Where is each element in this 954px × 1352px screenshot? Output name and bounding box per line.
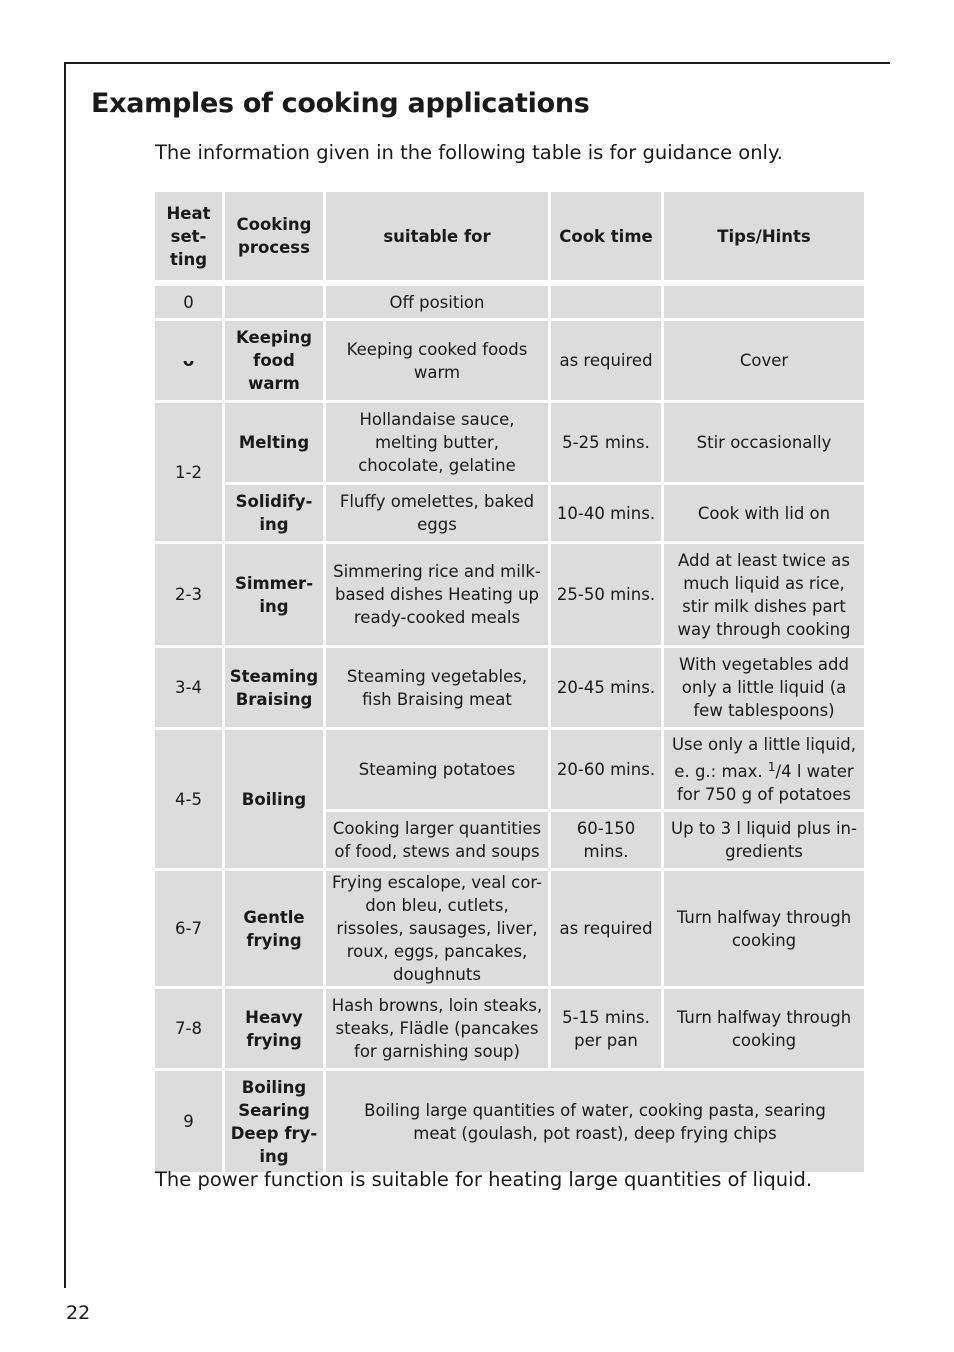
cooking-process: Steaming Braising (225, 648, 323, 727)
suitable-for: Cooking larger quantities of food, stews and soups (326, 812, 548, 868)
cooking-process: Melting (225, 403, 323, 482)
tips: With vegetables add only a little liquid (a few tablespoons) (664, 648, 864, 727)
suitable-for: Steaming vegetables, fish Braising meat (326, 648, 548, 727)
page-number: 22 (66, 1302, 91, 1324)
cooking-process: Boiling (225, 730, 323, 868)
cook-time: 20-60 mins. (551, 730, 661, 809)
header-cooking-process: Cooking process (225, 192, 323, 280)
heat-setting: 4-5 (155, 730, 222, 868)
tips-part-b: l water for 750 g of potatoes (677, 762, 854, 804)
tips: Cook with lid on (664, 485, 864, 541)
cooking-process: Keeping food warm (225, 321, 323, 400)
suitable-for: Off position (326, 286, 548, 318)
table-row (155, 1071, 864, 1172)
heat-setting: 6-7 (155, 871, 222, 986)
cooking-process: Heavy frying (225, 989, 323, 1068)
tips (664, 730, 864, 809)
tips-part-a: Use only a little liquid, e. g.: max. (671, 735, 857, 781)
table-row (155, 321, 864, 400)
heat-setting: 7-8 (155, 989, 222, 1068)
suitable-for: Frying escalope, veal cor-don bleu, cutlets, rissoles, sausages, liver, roux, eggs, pancakes, doughnuts (326, 871, 548, 986)
heat-setting-warm-symbol: ᴗ (155, 321, 222, 400)
cooking-table (152, 189, 867, 1175)
table-row (155, 544, 864, 645)
header-cook-time: Cook time (551, 192, 661, 280)
table-row (155, 730, 864, 809)
cook-time: 60-150 mins. (551, 812, 661, 868)
fraction-numerator: 1 (767, 760, 776, 774)
cooking-process: Gentle frying (225, 871, 323, 986)
cook-time: as required (551, 871, 661, 986)
tips: Add at least twice as much liquid as rice, stir milk dishes part way through cooking (664, 544, 864, 645)
footer-note: The power function is suitable for heating large quantities of liquid. (155, 1168, 813, 1191)
cook-time (551, 286, 661, 318)
tips: Cover (664, 321, 864, 400)
tips: Turn halfway through cooking (664, 989, 864, 1068)
header-heat-setting: Heat set- ting (155, 192, 222, 280)
cooking-process: Solidify-ing (225, 485, 323, 541)
table-row (155, 648, 864, 727)
heat-setting: 3-4 (155, 648, 222, 727)
cook-time: 25-50 mins. (551, 544, 661, 645)
fraction-denominator: /4 (775, 762, 792, 781)
cook-time: 5-25 mins. (551, 403, 661, 482)
tips: Stir occasionally (664, 403, 864, 482)
heat-setting: 0 (155, 286, 222, 318)
table-row (155, 485, 864, 541)
tips (664, 286, 864, 318)
table-row (155, 403, 864, 482)
header-suitable-for: suitable for (326, 192, 548, 280)
cook-time: 20-45 mins. (551, 648, 661, 727)
suitable-for: Steaming potatoes (326, 730, 548, 809)
heat-setting: 2-3 (155, 544, 222, 645)
intro-text: The information given in the following table is for guidance only. (155, 141, 783, 164)
cook-time: 10-40 mins. (551, 485, 661, 541)
cook-time: as required (551, 321, 661, 400)
table-row (155, 871, 864, 986)
page-title: Examples of cooking applications (91, 88, 590, 119)
heat-setting: 9 (155, 1071, 222, 1172)
suitable-for: Hollandaise sauce, melting butter, chocolate, gelatine (326, 403, 548, 482)
heat-setting: 1-2 (155, 403, 222, 541)
cooking-process: Boiling Searing Deep fry-ing (225, 1071, 323, 1172)
suitable-for: Boiling large quantities of water, cooking pasta, searing meat (goulash, pot roast), deep frying chips (326, 1071, 864, 1172)
suitable-for: Keeping cooked foods warm (326, 321, 548, 400)
table-row (155, 286, 864, 318)
table-header-row (155, 192, 864, 280)
suitable-for: Hash browns, loin steaks, steaks, Flädle (pancakes for garnishing soup) (326, 989, 548, 1068)
top-rule (64, 62, 890, 64)
tips: Turn halfway through cooking (664, 871, 864, 986)
suitable-for: Simmering rice and milk-based dishes Heating up ready-cooked meals (326, 544, 548, 645)
table-row (155, 989, 864, 1068)
tips: Up to 3 l liquid plus in-gredients (664, 812, 864, 868)
cooking-process: Simmer-ing (225, 544, 323, 645)
left-rule (64, 62, 66, 1288)
suitable-for: Fluffy omelettes, baked eggs (326, 485, 548, 541)
cook-time: 5-15 mins. per pan (551, 989, 661, 1068)
header-tips: Tips/Hints (664, 192, 864, 280)
cooking-process (225, 286, 323, 318)
